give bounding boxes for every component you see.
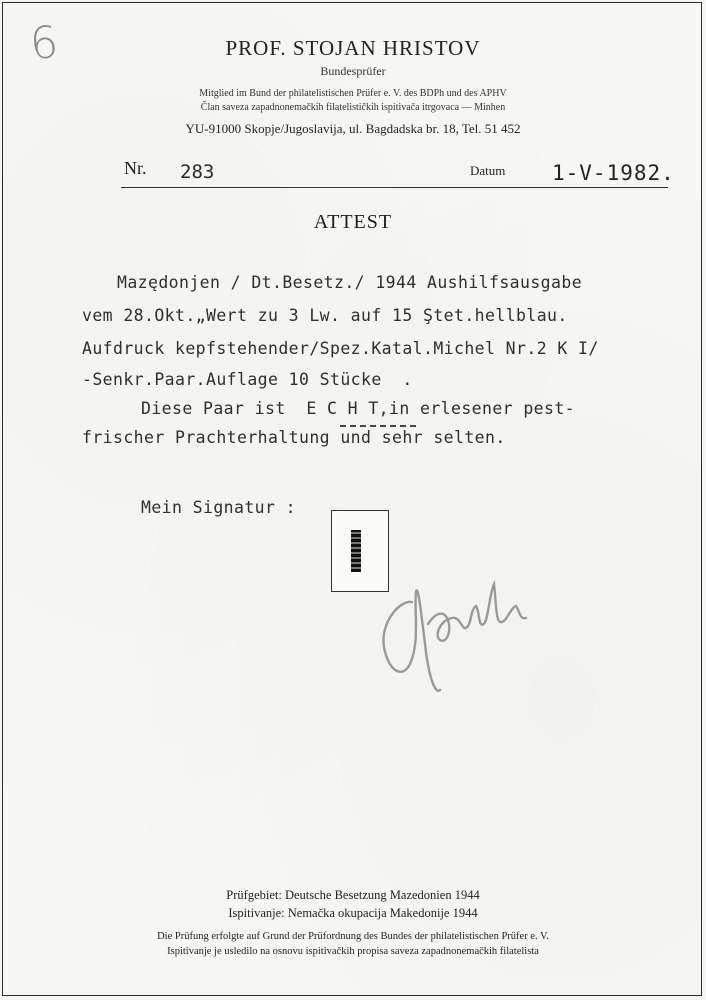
rule-yugoslav: Ispitivanje je usledilo na osnovu ispitivačkih propisa saveza zapadnonemačkih filatelista bbox=[167, 946, 539, 957]
examiner-title: Bundesprüfer bbox=[320, 64, 386, 78]
body-line-4: -Senkr.Paar.Auflage 10 Stücke . bbox=[82, 370, 413, 389]
document-sheet bbox=[2, 2, 702, 996]
date-value: 1-V-1982. bbox=[552, 161, 675, 185]
body-line-5: Diese Paar ist E C H T,in erlesener pest- bbox=[141, 399, 576, 418]
header-divider bbox=[121, 187, 668, 188]
examiner-address: YU-91000 Skopje/Jugoslavija, ul. Bagdadska br. 18, Tel. 51 452 bbox=[185, 121, 521, 136]
body-line-1: Mazędonjen / Dt.Besetz./ 1944 Aushilfsausgabe bbox=[117, 273, 583, 292]
handwritten-signature bbox=[370, 562, 540, 702]
body-line-3: Aufdruck kepfstehender/Spez.Katal.Michel Nr.2 K I/ bbox=[82, 339, 599, 358]
document-heading: ATTEST bbox=[313, 211, 393, 233]
rule-german: Die Prüfung erfolgte auf Grund der Prüfordnung des Bundes der philatelistischen Prüfer e. V. bbox=[157, 931, 549, 942]
membership-german: Mitglied im Bund der philatelistischen Prüfer e. V. des BDPh und des APHV bbox=[199, 88, 507, 99]
body-line-2: vem 28.Okt.„Wert zu 3 Lw. auf 15 Ştet.hellblau. bbox=[82, 306, 568, 325]
scope-yugoslav: Ispitivanje: Nemačka okupacija Makedonije 1944 bbox=[228, 906, 478, 920]
examiner-name: PROF. STOJAN HRISTOV bbox=[225, 36, 481, 60]
pencil-mark: 6 bbox=[27, 16, 61, 71]
signature-stamp-mark bbox=[351, 530, 361, 572]
date-label: Datum bbox=[470, 163, 506, 178]
membership-yugoslav: Član saveza zapadnonemačkih filatelističkih ispitivača itrgovaca — Minhen bbox=[200, 102, 506, 113]
scope-german: Prüfgebiet: Deutsche Besetzung Mazedonien 1944 bbox=[226, 888, 480, 902]
body-line-6: frischer Prachterhaltung und sehr selten. bbox=[82, 428, 506, 447]
number-value: 283 bbox=[180, 161, 215, 183]
echt-underline bbox=[340, 425, 416, 427]
number-label: Nr. bbox=[124, 158, 147, 178]
signature-label: Mein Signatur : bbox=[141, 498, 297, 517]
